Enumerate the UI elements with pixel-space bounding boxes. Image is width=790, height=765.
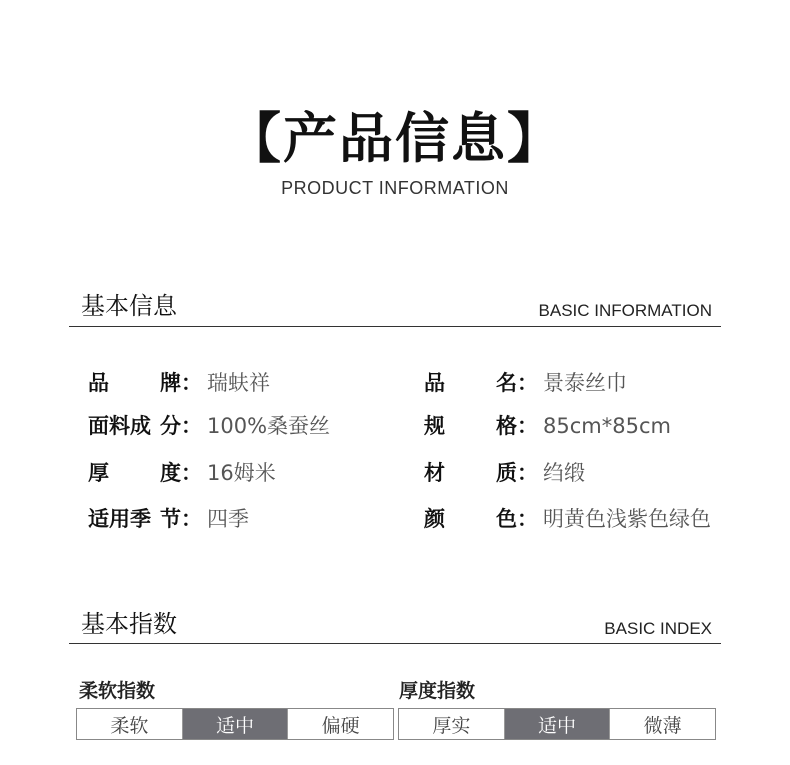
info-label: 节 <box>160 507 181 531</box>
softness-index-title: 柔软指数 <box>79 680 156 702</box>
info-label: 材 <box>424 461 445 485</box>
softness-option-stiff: 偏硬 <box>321 714 360 737</box>
info-label: 牌 <box>160 371 181 395</box>
info-label: 适用季 <box>88 507 151 531</box>
info-colon: ： <box>517 371 538 395</box>
thickness-option-thin: 微薄 <box>643 714 682 737</box>
thickness-scale <box>398 708 716 740</box>
info-label: 颜 <box>424 507 445 531</box>
info-colon: ： <box>181 414 202 438</box>
section-title-basic-index: 基本指数 <box>81 610 177 638</box>
info-label: 规 <box>424 414 445 438</box>
page-subtitle: PRODUCT INFORMATION <box>281 178 509 198</box>
section-title-basic-info: 基本信息 <box>81 292 177 320</box>
info-value: 景泰丝巾 <box>543 371 627 395</box>
info-value: 100%桑蚕丝 <box>207 414 331 438</box>
info-label: 厚 <box>88 461 109 485</box>
info-value: 瑞蚨祥 <box>207 371 270 395</box>
info-row-thickness <box>0 459 790 489</box>
info-row-material <box>0 412 790 442</box>
softness-option-medium: 适中 <box>183 709 289 739</box>
info-label: 名 <box>496 371 517 395</box>
info-value: 16姆米 <box>207 461 276 485</box>
section-divider <box>69 643 721 644</box>
info-label: 度 <box>160 461 181 485</box>
info-label: 质 <box>496 461 517 485</box>
info-colon: ： <box>517 414 538 438</box>
info-colon: ： <box>517 507 538 531</box>
section-divider <box>69 326 721 327</box>
info-row-brand <box>0 369 790 399</box>
info-label: 色 <box>496 507 517 531</box>
info-label: 格 <box>496 414 517 438</box>
info-label: 分 <box>160 414 181 438</box>
softness-scale <box>76 708 394 740</box>
softness-option-soft: 柔软 <box>77 709 183 739</box>
info-row-season <box>0 505 790 535</box>
section-subtitle-basic-index: BASIC INDEX <box>604 619 712 638</box>
info-label: 品 <box>88 371 109 395</box>
info-colon: ： <box>181 371 202 395</box>
thickness-option-medium: 适中 <box>505 709 611 739</box>
section-subtitle-basic-info: BASIC INFORMATION <box>538 301 712 320</box>
info-value: 明黄色浅紫色绿色 <box>543 507 711 531</box>
info-colon: ： <box>517 461 538 485</box>
page-title: 【产品信息】 <box>227 106 563 170</box>
thickness-option-thick: 厚实 <box>399 709 505 739</box>
info-value: 绉缎 <box>543 461 585 485</box>
info-colon: ： <box>181 461 202 485</box>
info-colon: ： <box>181 507 202 531</box>
info-value: 四季 <box>207 507 249 531</box>
info-value: 85cm*85cm <box>543 414 671 438</box>
thickness-index-title: 厚度指数 <box>399 680 476 702</box>
info-label: 品 <box>424 371 445 395</box>
info-label: 面料成 <box>88 414 151 438</box>
